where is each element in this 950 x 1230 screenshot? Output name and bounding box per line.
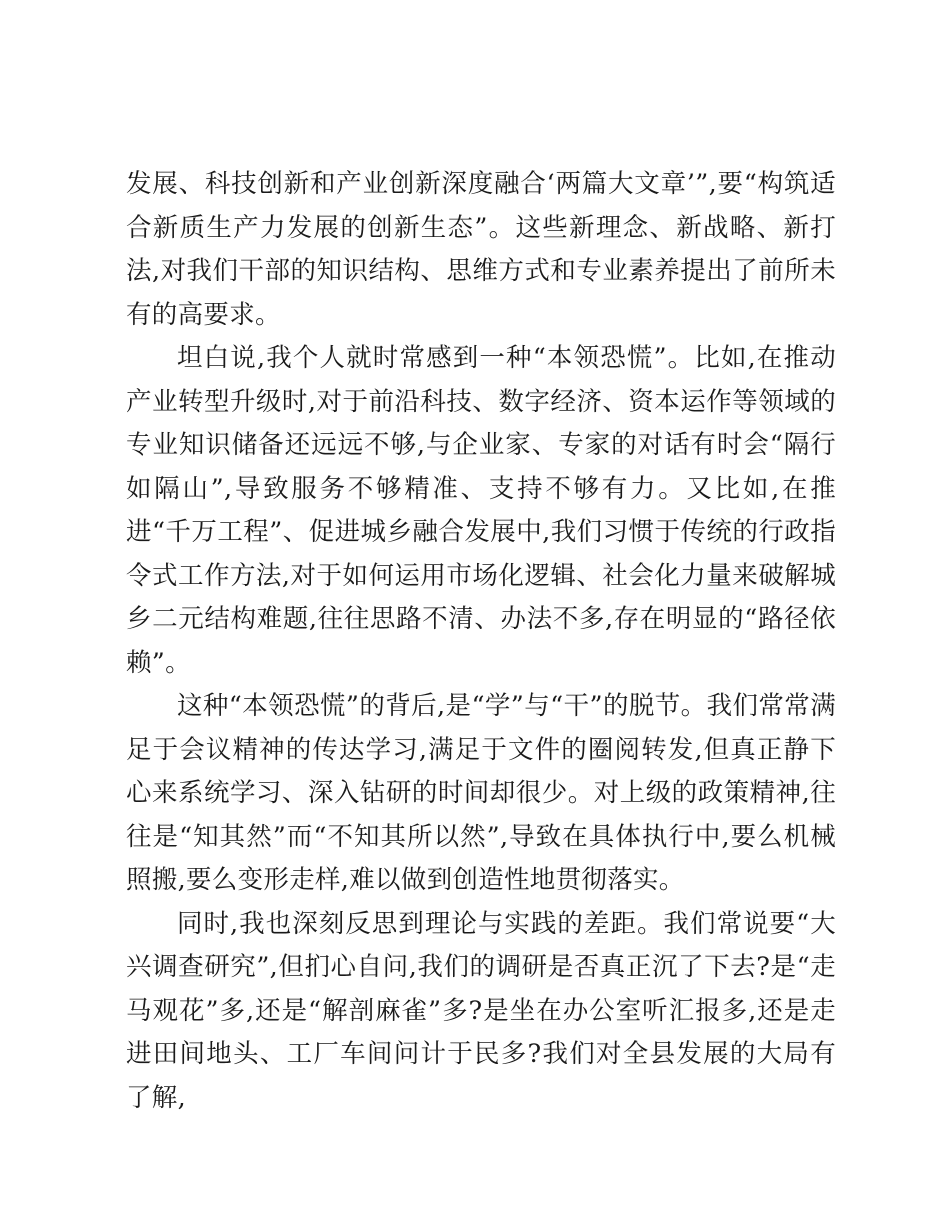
document-page — [126, 163, 836, 1120]
paragraph-4: 同时,我也深刻反思到理论与实践的差距。我们常说要“大兴调查研究”,但扪心自问,我们的调研是否真正沉了下去?是“走马观花”多,还是“解剖麻雀”多?是坐在办公室听汇报多,还是走进田间地头、工厂车间问计于民多?我们对全县发展的大局有了解, — [126, 908, 836, 1113]
paragraph-2: 坦白说,我个人就时常感到一种“本领恐慌”。比如,在推动产业转型升级时,对于前沿科技、数字经济、资本运作等领域的专业知识储备还远远不够,与企业家、专家的对话有时会“隔行如隔山”,导致服务不够精准、支持不够有力。又比如,在推进“千万工程”、促进城乡融合发展中,我们习惯于传统的行政指令式工作方法,对于如何运用市场化逻辑、社会化力量来破解城乡二元结构难题,往往思路不清、办法不多,存在明显的“路径依赖”。 — [126, 343, 836, 678]
paragraph-3: 这种“本领恐慌”的背后,是“学”与“干”的脱节。我们常常满足于会议精神的传达学习,满足于文件的圈阅转发,但真正静下心来系统学习、深入钻研的时间却很少。对上级的政策精神,往往是“知其然”而“不知其所以然”,导致在具体执行中,要么机械照搬,要么变形走样,难以做到创造性地贯彻落实。 — [126, 691, 836, 895]
paragraph-1: 发展、科技创新和产业创新深度融合‘两篇大文章’”,要“构筑适合新质生产力发展的创新生态”。这些新理念、新战略、新打法,对我们干部的知识结构、思维方式和专业素养提出了前所未有的高要求。 — [126, 169, 836, 330]
